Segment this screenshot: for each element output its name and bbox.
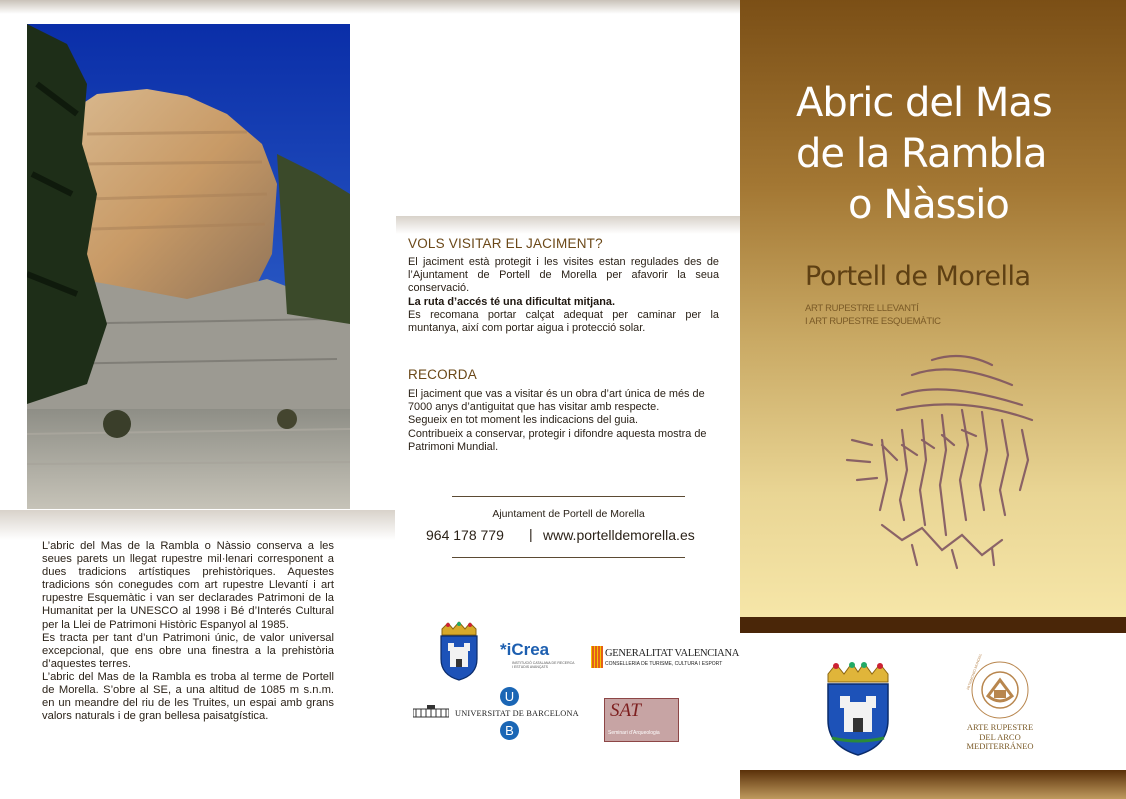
contact-separator: |	[529, 526, 533, 542]
intro-paragraph-3: L’abric del Mas de la Rambla es troba al terme de Portell de Morella. S’obre al SE, a una altitud de 1085 m s.n.m. en un meandre del riu de les Truites, un espai amb grans valors naturals i de gran bellesa paisatgística.	[42, 670, 334, 723]
remember-paragraph-3: Contribueix a conservar, protegir i difondre aquesta mostra de Patrimoni Mundial.	[408, 427, 707, 453]
icrea-logo: *iCrea	[500, 640, 550, 659]
intro-paragraph-2: Es tracta per tant d’un Patrimoni únic, de valor universal excepcional, que ens obre una finestra a la prehistòria d’aquestes terres.	[42, 631, 334, 670]
cover-subtitle: Portell de Morella	[805, 261, 1031, 292]
ub-circle-top: U	[500, 687, 519, 706]
middle-shadow-band	[396, 216, 740, 234]
cover-title-line-3: o Nàssio	[848, 182, 1009, 228]
remember-section	[408, 388, 719, 454]
contact-bottom-rule	[452, 557, 685, 558]
portell-coat-of-arms	[822, 660, 894, 756]
visit-heading: VOLS VISITAR EL JACIMENT?	[408, 236, 603, 251]
remember-paragraph-2: Segueix en tot moment les indicacions del guia.	[408, 414, 639, 427]
remember-heading: RECORDA	[408, 367, 477, 382]
sat-logo: SAT	[610, 700, 641, 721]
cover-tag-levantine: ART RUPESTRE LLEVANTÍ	[805, 303, 919, 314]
unesco-caption-line-1: ARTE RUPESTRE	[966, 722, 1034, 732]
generalitat-logo: GENERALITAT VALENCIANA	[605, 648, 740, 659]
intro-text	[42, 540, 334, 723]
rock-art-motif	[842, 350, 1052, 570]
generalitat-emblem	[591, 646, 603, 668]
rock-shelter-photo	[27, 24, 350, 509]
visit-section	[408, 256, 719, 335]
cover-tags	[805, 301, 941, 330]
website-link[interactable]: www.portelldemorella.es	[543, 527, 695, 543]
unesco-heritage-emblem	[970, 660, 1030, 720]
unesco-caption-line-3: MEDITERRÁNEO	[966, 741, 1034, 752]
unesco-ring-text: PATRIMONIO MUNDIAL	[966, 652, 983, 691]
visit-paragraph: El jaciment està protegit i les visites estan regulades des de l’Ajuntament de Portell de Morella per afavorir la seua conservació.	[408, 256, 719, 295]
cover-tag-schematic: I ART RUPESTRE ESQUEMÀTIC	[805, 316, 941, 327]
ub-building-icon	[413, 704, 449, 718]
cover-dark-bar	[740, 617, 1126, 633]
contact-org: Ajuntament de Portell de Morella	[492, 508, 645, 520]
phone-number: 964 178 779	[426, 527, 504, 543]
unesco-caption-line-2: DEL ARCO	[979, 731, 1021, 742]
cover-title	[796, 78, 1106, 231]
icrea-tagline: INSTITUCIÓ CATALANA DE RECERCA I ESTUDIS AVANÇATS	[512, 661, 575, 669]
ub-logo: UNIVERSITAT DE BARCELONA	[455, 709, 579, 718]
ub-circle-bottom: B	[500, 721, 519, 740]
visit-difficulty: La ruta d’accés té una dificultat mitjana.	[408, 295, 615, 308]
portell-coat-of-arms-small	[436, 621, 482, 681]
intro-paragraph-1: L’abric del Mas de la Rambla o Nàssio conserva a les seues parets un llegat rupestre mil·lenari corresponent a dues tradicions artístiques prehistòriques. Aquestes tradicions són conegudes com art rupestre Llevantí i art rupestre Esquemàtic i van ser declarades Patrimoni de la Humanitat per la UNESCO al 1998 i Bé d’Interés Cultural per la Llei de Patrimoni Històric Espanyol al 1985.	[42, 540, 334, 631]
visit-recommendation: Es recomana portar calçat adequat per caminar per la muntanya, així com portar aigua i protecció solar.	[408, 308, 719, 335]
cover-title-line-2: de la Rambla	[796, 131, 1047, 177]
cover-title-line-1: Abric del Mas	[796, 80, 1052, 126]
sat-subtitle: Seminari d’Arqueologia	[608, 730, 660, 736]
remember-paragraph-1: El jaciment que vas a visitar és un obra d’art única de més de 7000 anys d’antiguitat que has visitar amb respecte.	[408, 388, 705, 414]
unesco-caption	[950, 723, 1050, 752]
left-shadow-band	[0, 510, 395, 540]
contact-top-rule	[452, 496, 685, 497]
cover-bottom-bar	[740, 770, 1126, 799]
top-shadow-strip	[0, 0, 740, 14]
generalitat-subtitle: CONSELLERIA DE TURISME, CULTURA I ESPORT	[605, 661, 723, 667]
